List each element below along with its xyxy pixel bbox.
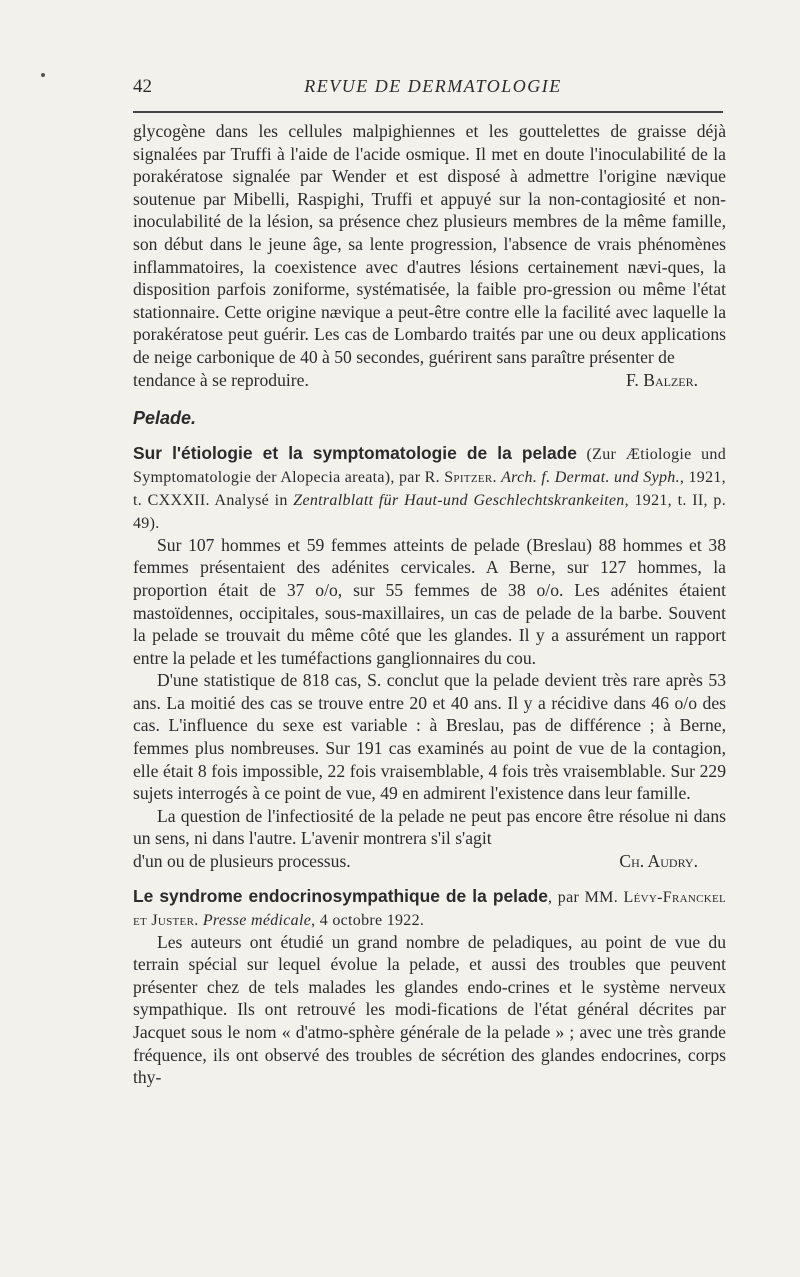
intro-sign-line	[133, 369, 726, 392]
article-2-header: Le syndrome endocrinosympathique de la pelade, par MM. Lévy-Franckel et Juster. Presse médicale, 4 octobre 1922.	[133, 885, 726, 929]
article-2-authors: Lévy-Franckel et Juster	[133, 888, 726, 929]
header-rule	[133, 111, 723, 113]
intro-last-line: tendance à se reproduire.	[133, 369, 309, 390]
article-syndrome	[133, 885, 726, 1089]
article-1-author: R. Spitzer	[424, 468, 493, 486]
body-text	[133, 120, 726, 1089]
article-etiologie	[133, 442, 726, 873]
article-2-journal: Presse médicale	[202, 911, 312, 929]
article-1-last-line: d'un ou de plusieurs processus.	[133, 851, 351, 872]
article-1-paragraph-2: D'une statistique de 818 cas, S. conclut que la pelade devient très rare après 53 ans. La moitié des cas se trouve entre 20 et 40 ans. Il y a récidive dans 46 o/o des cas. L'influence du sexe est variable : à Breslau, pas de différence ; à Berne, femmes plus nombreuses. Sur 191 cas examinés au point de vue de la contagion, elle était 8 fois impossible, 22 fois vraisemblable, 4 fois très vraisemblable. Sur 229 sujets interrogés à ce point de vue, 49 en admirent l'existence dans leur famille.	[133, 670, 726, 804]
page-header	[133, 76, 733, 102]
section-heading-pelade: Pelade.	[133, 408, 197, 429]
article-1-header: Sur l'étiologie et la symptomatologie de la pelade (Zur Ætiologie und Symptomatologie der Alopecia areata), par R. Spitzer. Arch. f. Dermat. und Syph., 1921, t. CXXXII. Analysé in Zentralblatt für Haut-und Geschlechtskrankeiten, 1921, t. II, p. 49).	[133, 442, 727, 532]
signature-audry: Ch. Audry.	[619, 851, 698, 872]
article-1-paragraph-1: Sur 107 hommes et 59 femmes atteints de pelade (Breslau) 88 hommes et 38 femmes présentaient des adénites cervicales. A Berne, sur 127 hommes, la proportion était de 37 o/o, sur 55 femmes de 38 o/o. Les adénites étaient mastoïdennes, occipitales, sous-maxillaires, un cas de pelade de la barbe. Souvent la pelade se trouvait du même côté que les glandes. Il y a assurément un rapport entre la pelade et les tuméfactions ganglionnaires du cou.	[133, 534, 726, 668]
intro-paragraph: glycogène dans les cellules malpighiennes et les gouttelettes de graisse déjà signalées par Truffi à l'aide de l'acide osmique. Il met en doute l'inoculabilité de la porakératose signalée par Wender et est disposé à admettre l'origine nævique soutenue par Mibelli, Raspighi, Truffi et appuyé sur la non-contagiosité et non-inoculabilité de la lésion, sa présence chez plusieurs membres de la même famille, son début dans le jeune âge, sa lente progression, l'absence de vrais phénomènes inflammatoires, la coexistence avec d'autres lésions certainement nævi-ques, la disposition parfois zoniforme, systématisée, la faible pro-gression ou même l'état stationnaire. Cette origine nævique a peut-être contre elle la facilité avec laquelle la porakératose peut guérir. Les cas de Lombardo traités par une ou deux applications de neige carbonique de 40 à 50 secondes, guérirent sans paraître présenter de	[133, 121, 726, 367]
page-speck	[41, 73, 45, 77]
article-1-journal: Arch. f. Dermat. und Syph.	[501, 468, 680, 486]
page-number: 42	[133, 76, 152, 97]
running-title: REVUE DE DERMATOLOGIE	[304, 76, 562, 96]
article-1-sign-line	[133, 850, 726, 873]
article-gap	[133, 873, 726, 885]
article-1-paragraph-3: La question de l'infectiosité de la pelade ne peut pas encore être résolue ni dans un sens, ni dans l'autre. L'avenir montrera s'il s'agit	[133, 805, 726, 849]
article-1-journal-2: Zentralblatt für Haut-und Geschlechtskrankeiten	[293, 491, 625, 509]
article-1-title: Sur l'étiologie et la symptomatologie de la pelade	[133, 442, 577, 463]
article-2-title: Le syndrome endocrinosympathique de la pelade	[133, 885, 548, 906]
signature-balzer: F. Balzer.	[626, 369, 698, 390]
article-2-paragraph-1: Les auteurs ont étudié un grand nombre de peladiques, au point de vue du terrain spécial sur lequel évolue la pelade, et aussi des troubles que peuvent présenter chez de tels malades les glandes endo-crines et le système nerveux sympathique. Ils ont retrouvé les modi-fications de l'état général décrites par Jacquet sous le nom « d'atmo-sphère générale de la pelade » ; avec une très grande fréquence, ils ont observé des troubles de sécrétion des glandes endocrines, corps thy-	[133, 931, 726, 1088]
